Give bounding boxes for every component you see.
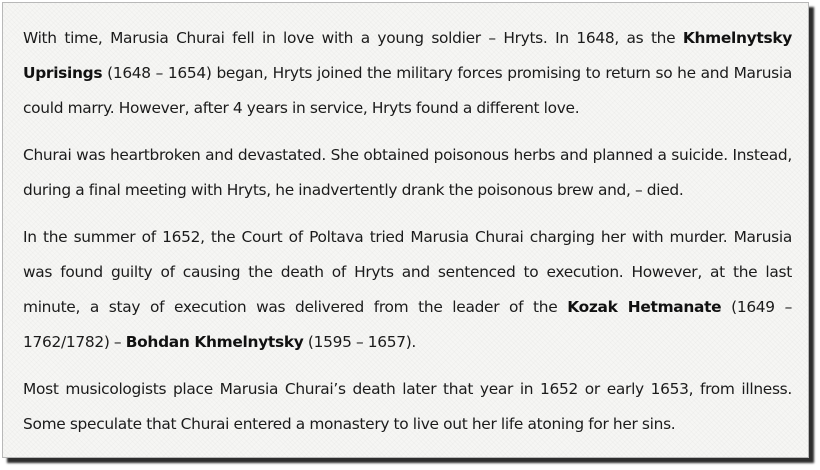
paragraph-1-text-c: (1648 – 1654) began, Hryts joined the military forces promising to return so he and Marusia could marry. However, after 4 years in service, Hryts found a different love. — [23, 64, 792, 117]
paragraph-3-text-e: (1595 – 1657). — [303, 333, 417, 351]
paragraph-4: Most musicologists place Marusia Churai’s death later that year in 1652 or early 1653, from illness. Some speculate that Churai entered a monastery to live out her life atoning for her sins. — [23, 380, 792, 433]
paragraph-3 — [23, 220, 792, 360]
paragraph-1 — [23, 21, 792, 126]
paragraph-3-text-c: (1649 – 1762/1782) – — [23, 298, 792, 351]
article-body — [23, 21, 792, 454]
khmelnytsky-uprisings-bold: Khmelnytsky Uprisings — [23, 29, 792, 82]
paragraph-1-text-a: With time, Marusia Churai fell in love with a young soldier – Hryts. In 1648, as the — [23, 29, 683, 47]
text-panel — [2, 2, 809, 458]
kozak-hetmanate-bold: Kozak Hetmanate — [567, 298, 722, 316]
paragraph-2: Churai was heartbroken and devastated. She obtained poisonous herbs and planned a suicide. Instead, during a final meeting with Hryts, he inadvertently drank the poisonous brew and, – died. — [23, 146, 792, 199]
paragraph-3-text-a: In the summer of 1652, the Court of Poltava tried Marusia Churai charging her with murder. Marusia was found guilty of causing the death of Hryts and sentenced to execution. However, at the last minute, a stay of execution was delivered from the leader of the — [23, 228, 792, 316]
bohdan-khmelnytsky-bold: Bohdan Khmelnytsky — [125, 333, 304, 351]
